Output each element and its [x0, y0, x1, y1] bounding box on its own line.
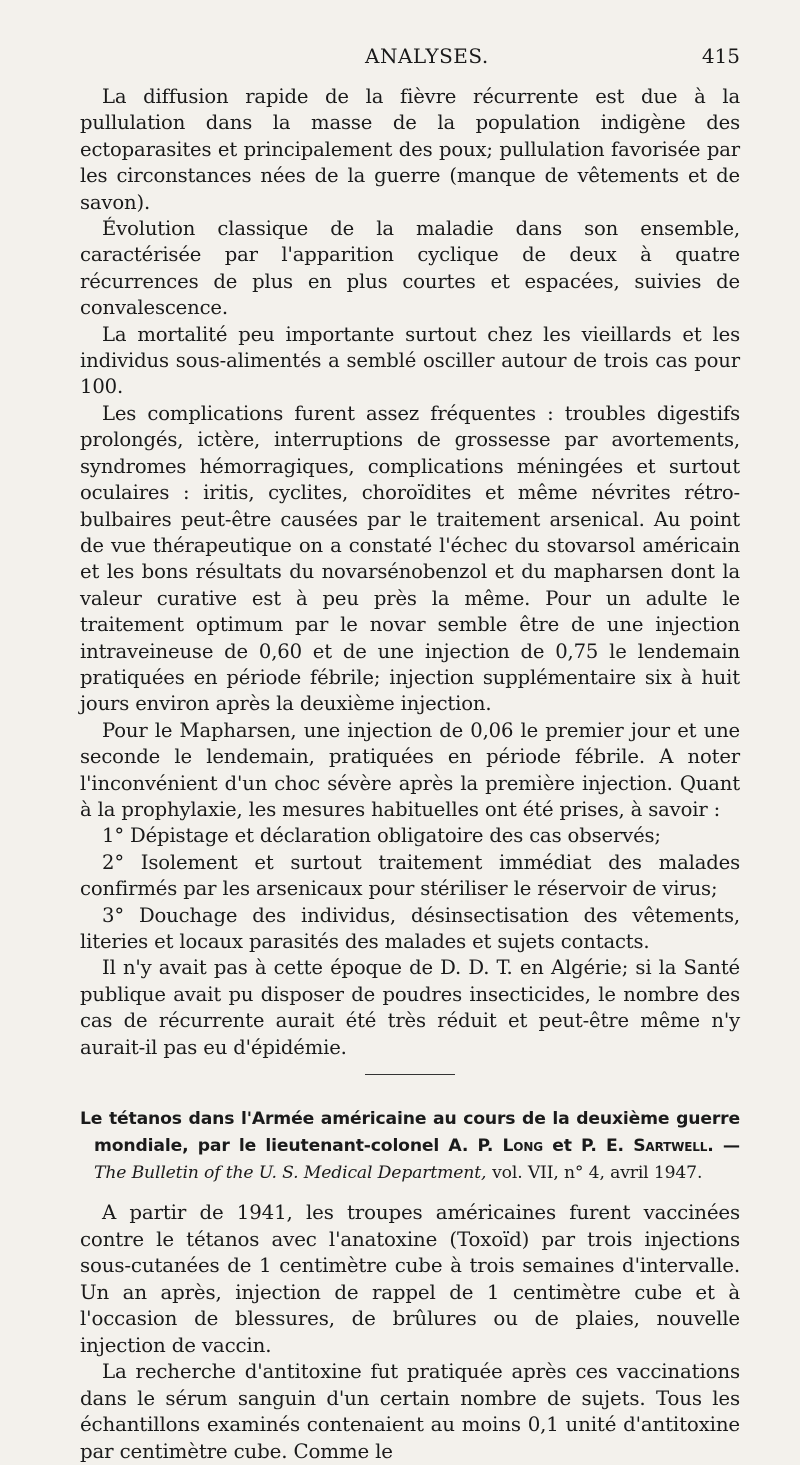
- page-body: [80, 84, 740, 1465]
- paragraph: La diffusion rapide de la fièvre récurrente est due à la pullulation dans la masse de la population indigène des ectoparasites et principalement des poux; pullulation favorisée par les circonstances nées de la guerre (manque de vêtements et de savon).: [80, 85, 740, 214]
- author-connector: et P. E.: [552, 1136, 624, 1157]
- paragraph: Pour le Mapharsen, une injection de 0,06 le premier jour et une seconde le lendemain, pratiquées en période fébrile. A noter l'inconvénient d'un choc sévère après la première injection. Quant à la prophylaxie, les mesures habituelles ont été prises, à savoir :: [80, 718, 740, 821]
- list-item: 3° Douchage des individus, désinsectisation des vêtements, literies et locaux parasités des malades et sujets contacts.: [80, 903, 740, 953]
- page-header: [80, 44, 740, 74]
- list-item: 2° Isolement et surtout traitement immédiat des malades confirmés par les arsenicaux pour stériliser le réservoir de virus;: [80, 850, 740, 901]
- article-body: [80, 1200, 740, 1465]
- article-heading: [80, 1106, 740, 1187]
- paragraph: Évolution classique de la maladie dans son ensemble, caractérisée par l'apparition cyclique de deux à quatre récurrences de plus en plus courtes et espacées, suivies de convalescence.: [80, 217, 740, 320]
- journal-ref: vol. VII, n° 4, avril 1947.: [492, 1163, 703, 1184]
- journal-name: The Bulletin of the U. S. Medical Department,: [94, 1163, 487, 1184]
- paragraph: Il n'y avait pas à cette époque de D. D. T. en Algérie; si la Santé publique avait pu disposer de poudres insecticides, le nombre des cas de récurrente aurait été très réduit et peut-être même n'y aurait-il pas eu d'épidémie.: [80, 956, 740, 1059]
- article-title: Le tétanos dans l'Armée américaine au cours de la deuxième guerre mondiale, par le lieutenant-colonel A. P.: [80, 1109, 740, 1157]
- page-number: 415: [701, 44, 740, 68]
- paragraph: La recherche d'antitoxine fut pratiquée après ces vaccinations dans le sérum sanguin d'un certain nombre de sujets. Tous les échantillons examinés contenaient au moins 0,1 unité d'antitoxine par centimètre cube. Comme le: [80, 1360, 740, 1463]
- title-dash: . —: [707, 1136, 740, 1157]
- paragraph: Les complications furent assez fréquentes : troubles digestifs prolongés, ictère, interruptions de grossesse par avortements, syndromes hémorragiques, complications méningées et surtout oculaires : iritis, cyclites, choroïdites et même névrites rétro-bulbaires peut-être causées par le traitement arsenical. Au point de vue thérapeutique on a constaté l'échec du stovarsol américain et les bons résultats du novarsénobenzol et du mapharsen dont la valeur curative est à peu près la même. Pour un adulte le traitement optimum par le novar semble être de une injection intraveineuse de 0,60 et de une injection de 0,75 le lendemain pratiquées en période fébrile; injection supplémentaire six à huit jours environ après la deuxième injection.: [80, 401, 740, 716]
- author-name: Sartwell: [633, 1136, 708, 1157]
- running-head: ANALYSES.: [365, 44, 489, 68]
- author-name: Long: [502, 1136, 543, 1157]
- paragraph: A partir de 1941, les troupes américaines furent vaccinées contre le tétanos avec l'anatoxine (Toxoïd) par trois injections sous-cutanées de 1 centimètre cube à trois semaines d'intervalle. Un an après, injection de rappel de 1 centimètre cube et à l'occasion de blessures, de brûlures ou de plaies, nouvelle injection de vaccin.: [80, 1201, 740, 1357]
- paragraph: La mortalité peu importante surtout chez les vieillards et les individus sous-alimentés a semblé osciller autour de trois cas pour 100.: [80, 322, 740, 399]
- section-divider: [365, 1074, 455, 1075]
- list-item: 1° Dépistage et déclaration obligatoire des cas observés;: [102, 824, 661, 848]
